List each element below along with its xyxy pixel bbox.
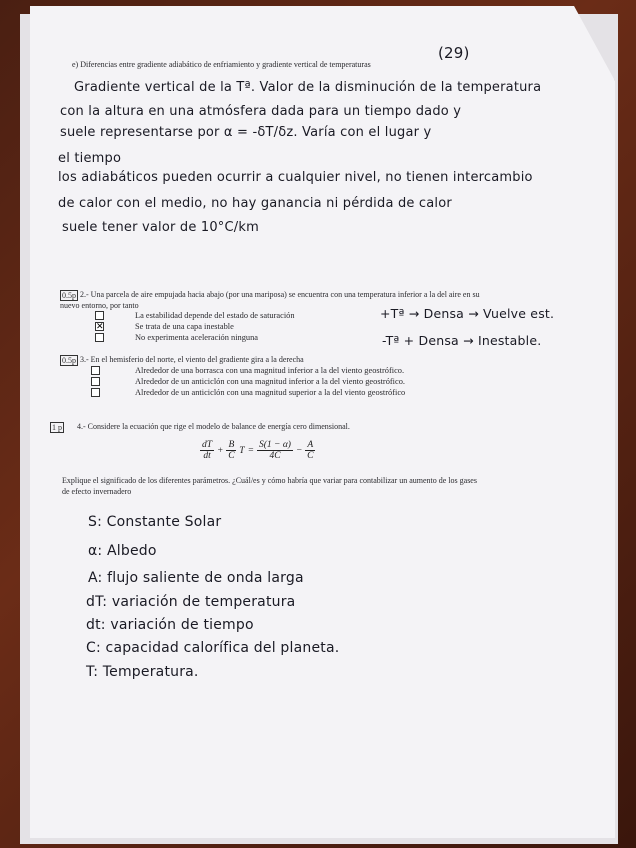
q4-answer-3: A: flujo saliente de onda larga — [88, 570, 304, 586]
q2-points-box: 0.5p — [62, 291, 76, 300]
answer-e-line-2: con la altura en una atmósfera dada para un tiempo dado y — [60, 104, 462, 119]
energy-balance-equation — [200, 440, 315, 461]
answer-e-line-6: de calor con el medio, no hay ganancia ni pérdida de calor — [58, 196, 452, 211]
q2-note-2: -Tª + Densa → Inestable. — [382, 333, 542, 348]
q2-note-1: +Tª → Densa → Vuelve est. — [380, 306, 555, 321]
q2-option-2-label: Se trata de una capa inestable — [135, 322, 234, 331]
q4-answer-6: C: capacidad calorífica del planeta. — [86, 640, 340, 656]
q2-option-1-label: La estabilidad depende del estado de saturación — [135, 311, 295, 320]
q3-option-3-label: Alrededor de un anticiclón con una magnitud superior a la del viento geostrófico — [135, 388, 406, 397]
q3-option-3-checkbox[interactable] — [91, 388, 100, 397]
q3-option-1-label: Alrededor de una borrasca con una magnitud inferior a la del viento geostrófico. — [135, 366, 405, 375]
q3-option-2-label: Alrededor de un anticiclón con una magnitud inferior a la del viento geostrófico. — [135, 377, 406, 386]
eq-var-t: T — [239, 445, 245, 456]
q3-text: 3.- En el hemisferio del norte, el viento del gradiente gira a la derecha — [80, 355, 304, 364]
q2-option-3-checkbox[interactable] — [95, 333, 104, 342]
q4-answer-1: S: Constante Solar — [88, 514, 222, 530]
answer-e-line-3: suele representarse por α = -δT/δz. Varía con el lugar y — [60, 125, 432, 140]
answer-e-line-7: suele tener valor de 10°C/km — [62, 220, 259, 235]
eq-term-bc: $\frac{B}{C}$ — [228, 440, 235, 461]
q2-text-line-2: nuevo entorno, por tanto — [60, 301, 139, 310]
answer-e-line-4: el tiempo — [58, 151, 122, 166]
eq-term-solar: $\frac{S(1 - \alpha)}{4C}$ — [259, 440, 291, 461]
q4-explain-line-2: de efecto invernadero — [62, 487, 132, 496]
q4-points-box: 1 p — [52, 423, 62, 432]
q4-answer-2: α: Albedo — [88, 543, 157, 559]
q4-answer-4: dT: variación de temperatura — [86, 594, 296, 610]
answer-e-line-1: Gradiente vertical de la Tª. Valor de la disminución de la temperatura — [74, 80, 542, 95]
answer-e-line-5: los adiabáticos pueden ocurrir a cualquier nivel, no tienen intercambio — [58, 170, 533, 185]
q4-explain-line-1: Explique el significado de los diferentes parámetros. ¿Cuál/es y cómo habría que variar para contabilizar un aumento de los gases — [62, 476, 477, 485]
q3-points-box: 0.5p — [62, 356, 76, 365]
eq-term-dtdt: $\frac{dT}{dt}$ — [202, 440, 213, 461]
eq-equals: = — [247, 445, 254, 456]
q2-option-2-checkbox[interactable]: ✕ — [96, 321, 104, 331]
q2-text-line-1: 2.- Una parcela de aire empujada hacia abajo (por una mariposa) se encuentra con una temperatura inferior a la del aire en su — [80, 290, 480, 299]
q4-answer-5: dt: variación de tiempo — [86, 617, 254, 633]
q4-answer-7: T: Temperatura. — [86, 664, 199, 680]
q2-option-3-label: No experimenta aceleración ninguna — [135, 333, 259, 342]
q4-text: 4.- Considere la ecuación que rige el modelo de balance de energía cero dimensional. — [77, 422, 350, 431]
q2-option-1-checkbox[interactable] — [95, 311, 104, 320]
question-e-text: e) Diferencias entre gradiente adiabático de enfriamiento y gradiente vertical de temperaturas — [72, 60, 371, 69]
eq-minus: − — [295, 445, 303, 456]
q3-option-1-checkbox[interactable] — [91, 366, 100, 375]
q3-option-2-checkbox[interactable] — [91, 377, 100, 386]
eq-plus: + — [217, 445, 224, 456]
page-number: (29) — [438, 44, 470, 62]
eq-term-ac: $\frac{A}{C}$ — [307, 440, 314, 461]
